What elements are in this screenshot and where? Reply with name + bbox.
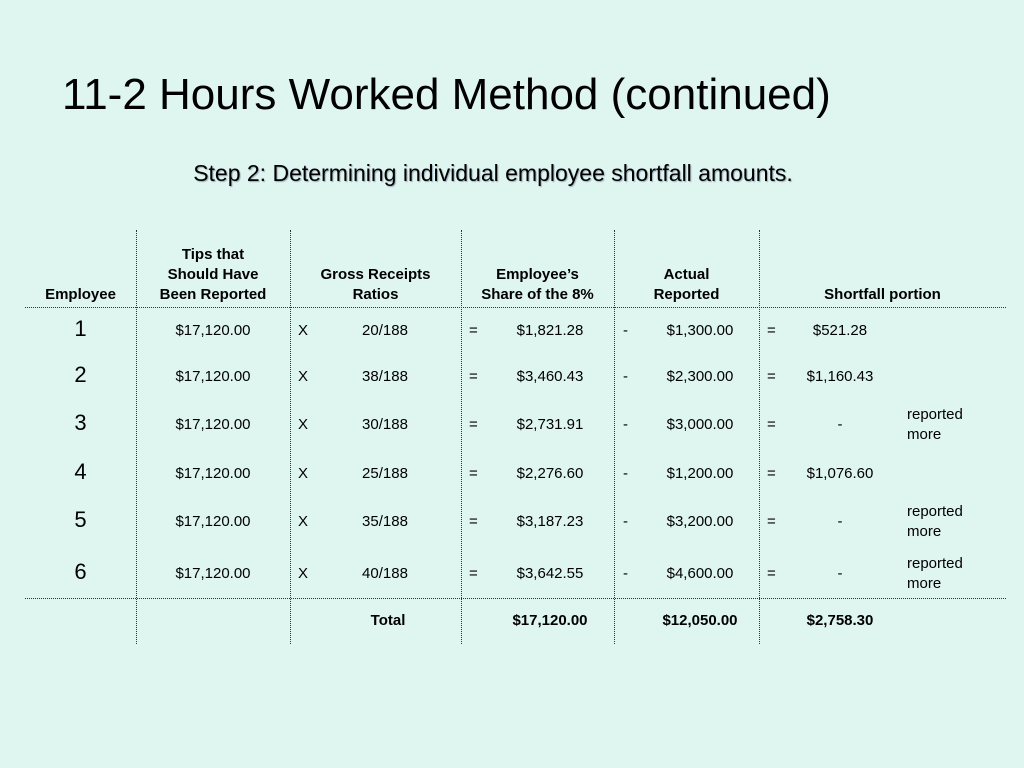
equals-sign: =: [469, 322, 478, 339]
share-cell: $2,731.91: [516, 416, 584, 433]
header-employee: [25, 285, 136, 305]
table-row: [25, 503, 1006, 540]
equals-sign: =: [469, 565, 478, 582]
header-shortfall-text: Shortfall portion: [824, 286, 941, 303]
tips-cell: $17,120.00: [175, 322, 251, 339]
times-sign: X: [298, 322, 309, 339]
total-share: $17,120.00: [512, 612, 588, 629]
totals-divider: [25, 598, 1006, 599]
actual-cell: $3,200.00: [666, 513, 734, 530]
times-sign: X: [298, 513, 309, 530]
ratio-cell: 40/188: [362, 565, 408, 582]
minus-sign: -: [623, 416, 628, 433]
share-cell: $3,460.43: [516, 368, 584, 385]
tips-cell: $17,120.00: [175, 368, 251, 385]
shortfall-cell: $521.28: [812, 322, 868, 339]
actual-cell: $2,300.00: [666, 368, 734, 385]
minus-sign: -: [623, 565, 628, 582]
ratio-cell: 35/188: [362, 513, 408, 530]
shortfall-table: [25, 230, 1006, 644]
header-divider: [25, 307, 1006, 308]
table-row: [25, 362, 1006, 387]
header-tips-line1: Tips that: [181, 246, 245, 263]
equals-sign: =: [767, 465, 776, 482]
table-row: [25, 406, 1006, 443]
employee-number: 5: [74, 507, 87, 532]
table-row: [25, 316, 1006, 341]
note-line2: more: [907, 523, 942, 540]
header-gross-line1: Gross Receipts: [320, 266, 431, 283]
employee-number: 1: [74, 316, 87, 341]
header-tips-line3: Been Reported: [159, 286, 267, 303]
header-share-line2: Share of the 8%: [481, 286, 594, 303]
shortfall-cell: $1,076.60: [806, 465, 874, 482]
ratio-cell: 20/188: [362, 322, 408, 339]
header-actual-reported: [614, 265, 759, 305]
actual-cell: $4,600.00: [666, 565, 734, 582]
minus-sign: -: [623, 513, 628, 530]
tips-cell: $17,120.00: [175, 565, 251, 582]
ratio-cell: 30/188: [362, 416, 408, 433]
minus-sign: -: [623, 322, 628, 339]
equals-sign: =: [767, 416, 776, 433]
actual-cell: $1,200.00: [666, 465, 734, 482]
shortfall-cell: $1,160.43: [806, 368, 874, 385]
tips-cell: $17,120.00: [175, 465, 251, 482]
header-share-line1: Employee’s: [496, 266, 579, 283]
actual-cell: $3,000.00: [666, 416, 734, 433]
minus-sign: -: [623, 465, 628, 482]
note-line1: reported: [907, 555, 963, 572]
note-line2: more: [907, 575, 942, 592]
share-cell: $3,642.55: [516, 565, 584, 582]
equals-sign: =: [767, 513, 776, 530]
note-line1: reported: [907, 406, 963, 423]
tips-cell: $17,120.00: [175, 513, 251, 530]
equals-sign: =: [767, 565, 776, 582]
times-sign: X: [298, 565, 309, 582]
shortfall-cell: -: [837, 416, 843, 433]
times-sign: X: [298, 465, 309, 482]
equals-sign: =: [767, 322, 776, 339]
table-header: [25, 230, 1006, 305]
employee-number: 3: [74, 410, 87, 435]
total-label: Total: [370, 612, 406, 629]
actual-cell: $1,300.00: [666, 322, 734, 339]
header-tips-line2: Should Have: [167, 266, 259, 283]
page-subtitle: Step 2: Determining individual employee shortfall amounts.: [193, 160, 793, 186]
ratio-cell: 38/188: [362, 368, 408, 385]
times-sign: X: [298, 368, 309, 385]
equals-sign: =: [469, 368, 478, 385]
header-tips: [136, 245, 290, 305]
employee-number: 2: [74, 362, 87, 387]
times-sign: X: [298, 416, 309, 433]
header-gross-receipts: [290, 265, 461, 305]
page-title: 11-2 Hours Worked Method (continued): [62, 70, 831, 119]
header-actual-line1: Actual: [663, 266, 710, 283]
equals-sign: =: [469, 465, 478, 482]
header-employee-text: Employee: [45, 286, 116, 303]
header-shortfall: [759, 285, 1006, 305]
tips-cell: $17,120.00: [175, 416, 251, 433]
header-actual-line2: Reported: [653, 286, 720, 303]
note-line1: reported: [907, 503, 963, 520]
employee-number: 6: [74, 559, 87, 584]
header-gross-line2: Ratios: [352, 286, 399, 303]
shortfall-cell: -: [837, 513, 843, 530]
table-row: [25, 459, 1006, 484]
total-shortfall: $2,758.30: [806, 612, 874, 629]
equals-sign: =: [767, 368, 776, 385]
ratio-cell: 25/188: [362, 465, 408, 482]
share-cell: $2,276.60: [516, 465, 584, 482]
header-employee-share: [461, 265, 614, 305]
share-cell: $3,187.23: [516, 513, 584, 530]
share-cell: $1,821.28: [516, 322, 584, 339]
totals-row: [25, 611, 1006, 631]
note-line2: more: [907, 426, 942, 443]
shortfall-cell: -: [837, 565, 843, 582]
table-row: [25, 555, 1006, 592]
minus-sign: -: [623, 368, 628, 385]
employee-number: 4: [74, 459, 87, 484]
equals-sign: =: [469, 416, 478, 433]
total-actual: $12,050.00: [662, 612, 738, 629]
equals-sign: =: [469, 513, 478, 530]
